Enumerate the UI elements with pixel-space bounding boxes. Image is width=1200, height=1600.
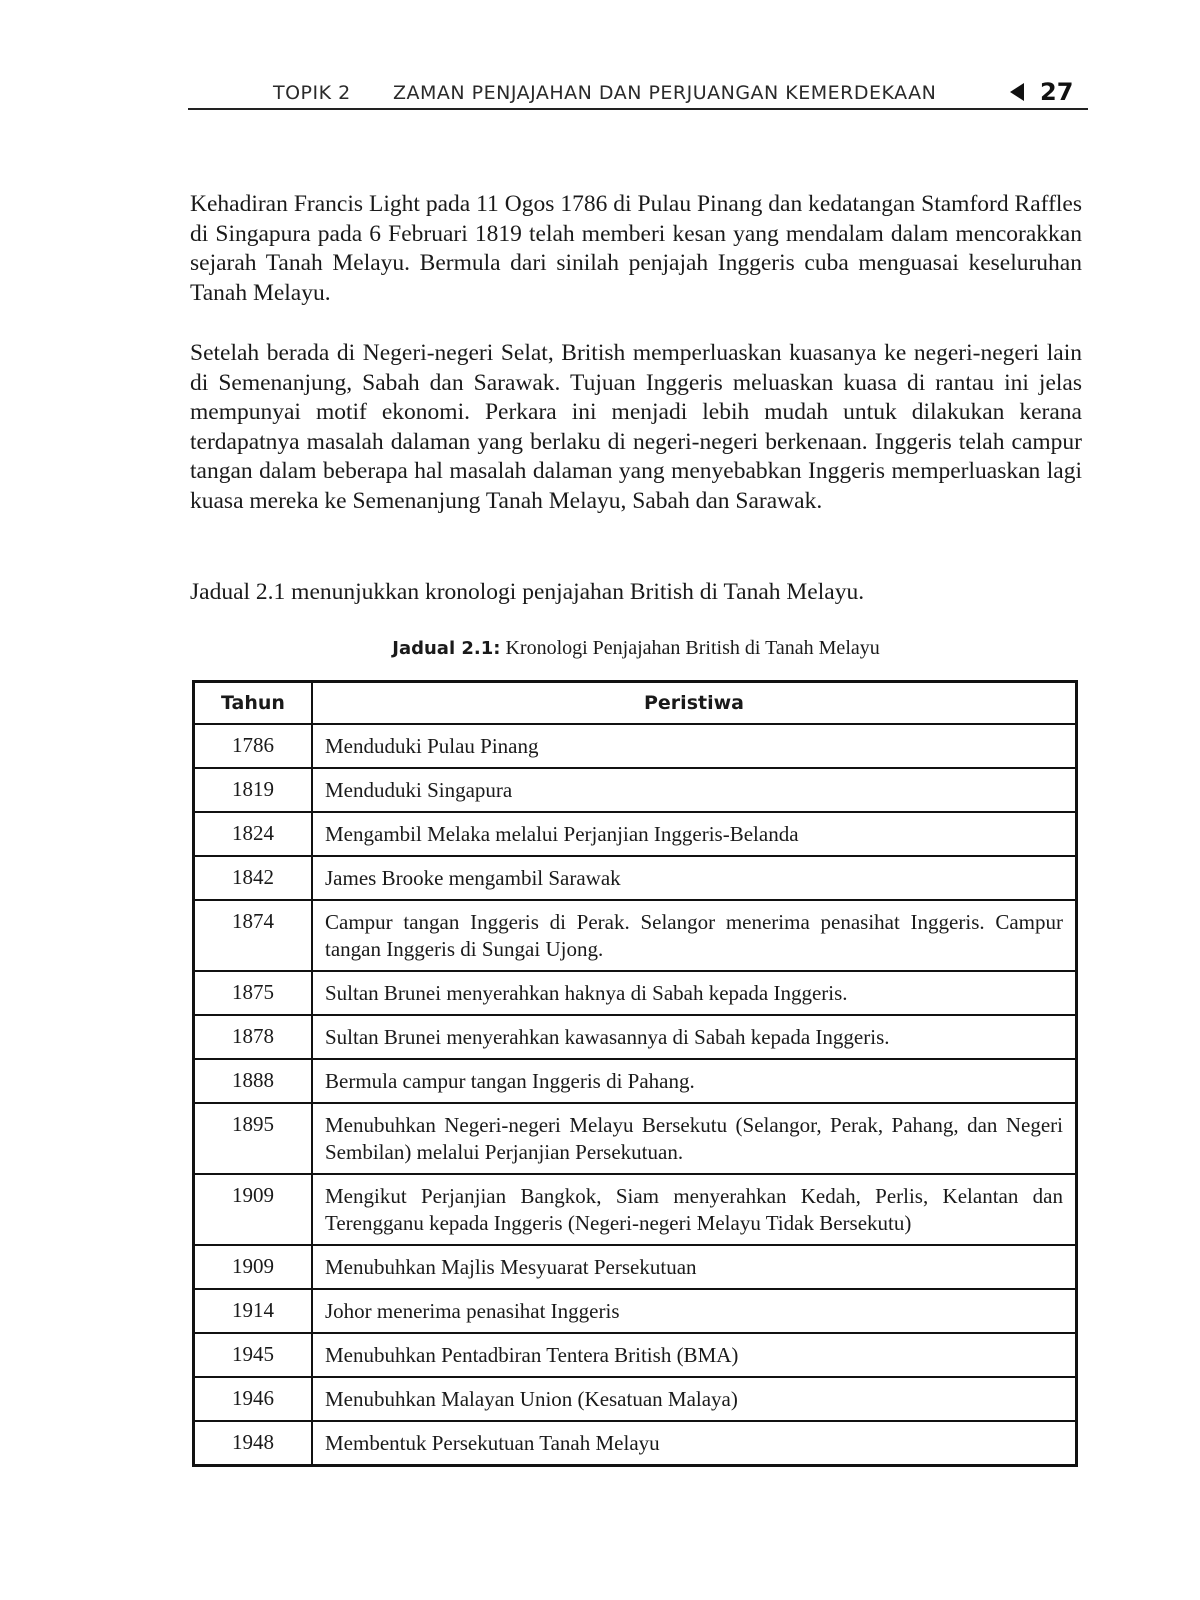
table-row	[194, 1377, 1077, 1421]
row-year: 1819	[194, 768, 313, 812]
row-year: 1874	[194, 900, 313, 971]
row-year: 1909	[194, 1245, 313, 1289]
row-event: Bermula campur tangan Inggeris di Pahang.	[312, 1059, 1077, 1103]
table-caption-text: Kronologi Penjajahan British di Tanah Melayu	[500, 637, 880, 659]
row-event: Mengambil Melaka melalui Perjanjian Inggeris-Belanda	[312, 812, 1077, 856]
table-row	[194, 1245, 1077, 1289]
page-number: 27	[1040, 78, 1074, 106]
table-row	[194, 1289, 1077, 1333]
row-event: Menduduki Singapura	[312, 768, 1077, 812]
row-event: Membentuk Persekutuan Tanah Melayu	[312, 1421, 1077, 1466]
table-row	[194, 971, 1077, 1015]
running-header	[188, 78, 1088, 110]
row-event: Menubuhkan Negeri-negeri Melayu Bersekutu (Selangor, Perak, Pahang, dan Negeri Sembilan) melalui Perjanjian Persekutuan.	[312, 1103, 1077, 1174]
header-topic: TOPIK 2	[273, 82, 351, 104]
paragraph-table-reference: Jadual 2.1 menunjukkan kronologi penjajahan British di Tanah Melayu.	[190, 579, 865, 605]
row-event: Johor menerima penasihat Inggeris	[312, 1289, 1077, 1333]
column-header-year: Tahun	[194, 682, 313, 725]
table-header-row	[194, 682, 1077, 725]
table-row	[194, 1421, 1077, 1466]
table-row	[194, 1333, 1077, 1377]
table-caption	[190, 637, 1082, 660]
row-event: Menduduki Pulau Pinang	[312, 724, 1077, 768]
row-event: Menubuhkan Pentadbiran Tentera British (BMA)	[312, 1333, 1077, 1377]
row-year: 1948	[194, 1421, 313, 1466]
row-event: Menubuhkan Majlis Mesyuarat Persekutuan	[312, 1245, 1077, 1289]
row-event: Sultan Brunei menyerahkan kawasannya di Sabah kepada Inggeris.	[312, 1015, 1077, 1059]
row-year: 1842	[194, 856, 313, 900]
table-row	[194, 812, 1077, 856]
table-row	[194, 900, 1077, 971]
table-row	[194, 856, 1077, 900]
table-row	[194, 1015, 1077, 1059]
row-year: 1946	[194, 1377, 313, 1421]
row-year: 1888	[194, 1059, 313, 1103]
row-year: 1878	[194, 1015, 313, 1059]
row-year: 1909	[194, 1174, 313, 1245]
row-year: 1786	[194, 724, 313, 768]
table-row	[194, 1103, 1077, 1174]
row-year: 1945	[194, 1333, 313, 1377]
row-event: Sultan Brunei menyerahkan haknya di Sabah kepada Inggeris.	[312, 971, 1077, 1015]
row-year: 1895	[194, 1103, 313, 1174]
row-year: 1875	[194, 971, 313, 1015]
paragraph-intro: Kehadiran Francis Light pada 11 Ogos 1786 di Pulau Pinang dan kedatangan Stamford Raffles di Singapura pada 6 Februari 1819 telah memberi kesan yang mendalam dalam mencorakkan sejarah Tanah Melayu. Bermula dari sinilah penjajah Inggeris cuba menguasai keseluruhan Tanah Melayu.	[190, 191, 1082, 306]
row-event: Menubuhkan Malayan Union (Kesatuan Malaya)	[312, 1377, 1077, 1421]
column-header-event: Peristiwa	[312, 682, 1077, 725]
chronology-table	[192, 680, 1078, 1467]
header-chapter-title: ZAMAN PENJAJAHAN DAN PERJUANGAN KEMERDEKAAN	[393, 82, 937, 104]
left-arrow-icon	[1010, 83, 1024, 101]
row-event: James Brooke mengambil Sarawak	[312, 856, 1077, 900]
row-year: 1914	[194, 1289, 313, 1333]
table-row	[194, 1174, 1077, 1245]
row-event: Campur tangan Inggeris di Perak. Selangor menerima penasihat Inggeris. Campur tangan Inggeris di Sungai Ujong.	[312, 900, 1077, 971]
table-row	[194, 1059, 1077, 1103]
table-row	[194, 768, 1077, 812]
table-caption-label: Jadual 2.1:	[392, 638, 501, 659]
table-row	[194, 724, 1077, 768]
paragraph-expansion: Setelah berada di Negeri-negeri Selat, British memperluaskan kuasanya ke negeri-negeri lain di Semenanjung, Sabah dan Sarawak. Tujuan Inggeris meluaskan kuasa di rantau ini jelas mempunyai motif ekonomi. Perkara ini menjadi lebih mudah untuk dilakukan kerana terdapatnya masalah dalaman yang berlaku di negeri-negeri berkenaan. Inggeris telah campur tangan dalam beberapa hal masalah dalaman yang menyebabkan Inggeris memperluaskan lagi kuasa mereka ke Semenanjung Tanah Melayu, Sabah dan Sarawak.	[190, 340, 1082, 514]
row-year: 1824	[194, 812, 313, 856]
row-event: Mengikut Perjanjian Bangkok, Siam menyerahkan Kedah, Perlis, Kelantan dan Terengganu kepada Inggeris (Negeri-negeri Melayu Tidak Bersekutu)	[312, 1174, 1077, 1245]
